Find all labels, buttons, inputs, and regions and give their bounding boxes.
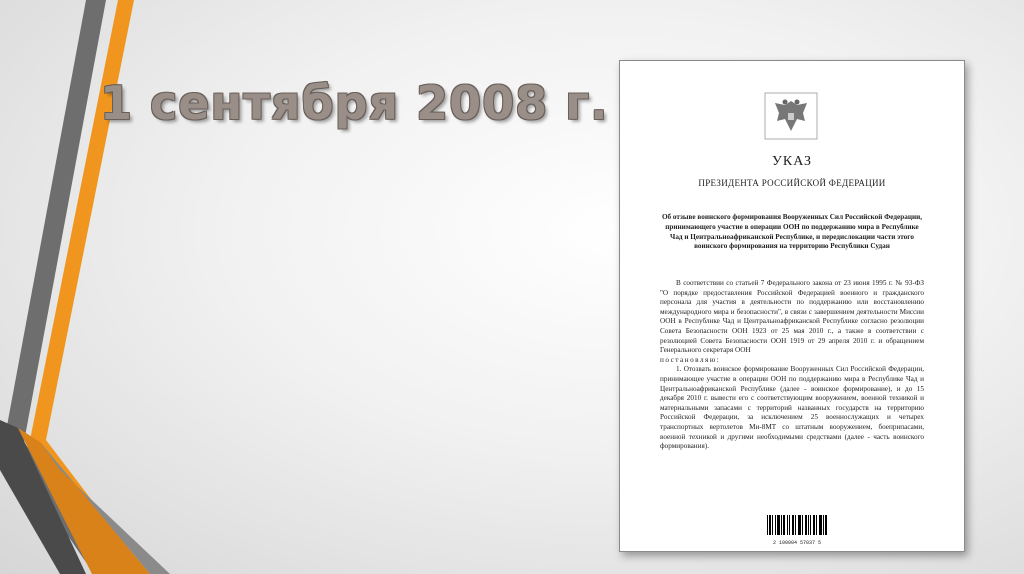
barcode-icon — [767, 515, 827, 535]
document-subject: Об отзыве воинского формирования Вооруженных Сил Российской Федерации, принимающего участие в операции ООН по поддержанию мира в Республике Чад и Центральноафриканской Республике, и передислокации части этого воинского формирования на территорию Республики Судан — [661, 213, 923, 251]
document-point-1: 1. Отозвать воинское формирование Вооруженных Сил Российской Федерации, принимающее участие в операции ООН по поддержанию мира в Республике Чад и Центральноафриканской Республике (далее - воинское формирование), и до 15 декабря 2010 г. вывести его с соответствующим вооружением, военной техникой и материальными запасами с территорий названных государств на территорию Российской Федерации, за исключением 25 военнослужащих и четырех транспортных вертолетов Ми-8МТ со штатным вооружением, боеприпасами, военной техникой и другими необходимыми средствами (далее - часть воинского формирования). — [660, 365, 924, 451]
document-decree-word: постановляю: — [660, 355, 721, 364]
document-heading: УКАЗ — [771, 154, 813, 169]
barcode-number: 2 100004 57037 5 — [772, 540, 821, 546]
document-preamble: В соответствии со статьей 7 Федерального закона от 23 июня 1995 г. № 93-ФЗ "О порядке предоставления Российской Федерацией военного и гражданского персонала для участия в деятельности по поддержанию или восстановлению международного мира и безопасности", в связи с завершением деятельности Миссии ООН в Республике Чад и Центральноафриканской Республике согласно резолюции Совета Безопасности ООН 1923 от 25 мая 2010 г., а также в соответствии с резолюцией Совета Безопасности ООН 1919 от 29 апреля 2010 г. и обращением Генерального секретаря ООН — [660, 279, 924, 355]
document-issuer: ПРЕЗИДЕНТА РОССИЙСКОЙ ФЕДЕРАЦИИ — [698, 178, 886, 188]
slide-title: 1 сентября 2008 г. — [100, 76, 609, 130]
barcode — [767, 515, 827, 545]
russian-coat-of-arms-icon — [763, 91, 819, 141]
document-body — [660, 279, 924, 452]
decree-document-image — [619, 60, 965, 552]
